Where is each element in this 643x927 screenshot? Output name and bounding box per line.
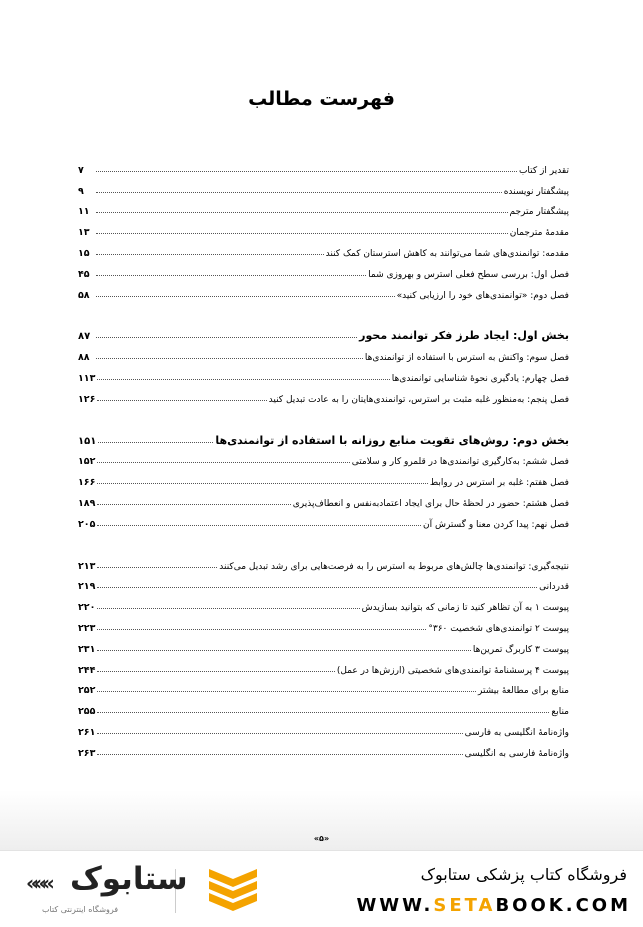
toc-entry[interactable] xyxy=(78,197,569,218)
toc-entry-title: منابع برای مطالعهٔ بیشتر xyxy=(478,686,569,697)
toc-entry[interactable] xyxy=(78,280,569,301)
toc-page-number: ۷ xyxy=(78,164,84,176)
toc-page-number: ۲۴۴ xyxy=(78,664,96,676)
toc-entry-title: فصل سوم: واکنش به استرس با استفاده از توانمندی‌ها xyxy=(364,353,569,364)
toc-page-number: ۱۶۶ xyxy=(78,477,96,489)
toc-entry[interactable] xyxy=(78,696,569,717)
url-suffix: BOOK.COM xyxy=(495,895,631,916)
toc-entry[interactable] xyxy=(78,467,569,488)
toc-entry-title: فصل هفتم: غلبه بر استرس در روابط xyxy=(429,478,569,489)
dot-leader xyxy=(96,233,508,234)
toc-entry[interactable] xyxy=(78,259,569,280)
toc-entry-title: پیشگفتار نویسنده xyxy=(503,186,569,197)
toc-page-number: ۲۲۰ xyxy=(78,602,96,614)
toc-page-number: ۲۶۱ xyxy=(78,726,96,738)
toc-entry-title: قدردانی xyxy=(539,582,569,593)
dot-leader xyxy=(97,483,427,484)
toc-page-number: ۸۸ xyxy=(78,352,90,364)
dot-leader xyxy=(96,192,502,193)
toc-entry[interactable] xyxy=(78,613,569,634)
toc-page-number: ۱۸۹ xyxy=(78,497,96,509)
logo-wordmark: ستابوک xyxy=(70,861,188,897)
toc-page-number: ۲۲۳ xyxy=(78,622,96,634)
toc-entry-title: واژه‌نامهٔ انگلیسی به فارسی xyxy=(464,727,569,738)
book-stack-icon xyxy=(205,867,261,911)
toc-entry-title: فصل اول: بررسی سطح فعلی استرس و بهروزی شما xyxy=(368,269,569,280)
toc-entry[interactable] xyxy=(78,572,569,593)
dot-leader xyxy=(97,379,389,380)
store-url-link[interactable] xyxy=(356,895,631,916)
toc-entry[interactable] xyxy=(78,592,569,613)
page-title: فهرست مطالب xyxy=(248,88,395,110)
toc-entry-title: فصل هشتم: حضور در لحظهٔ حال برای ایجاد اعتمادبه‌نفس و انعطاف‌پذیری xyxy=(292,498,569,509)
dot-leader xyxy=(97,587,537,588)
toc-entry-title: فصل چهارم: یادگیری نحوهٔ شناسایی توانمندی‌ها xyxy=(391,373,569,384)
toc-page-number: ۲۵۵ xyxy=(78,706,96,718)
dot-leader xyxy=(97,733,462,734)
toc-entry-title: تقدیر از کتاب xyxy=(518,165,569,176)
dot-leader xyxy=(97,567,217,568)
toc-entry-title: پیوست ۳ کاربرگ تمرین‌ها xyxy=(472,644,569,655)
dot-leader xyxy=(97,671,334,672)
toc-page-number: ۲۶۳ xyxy=(78,747,96,759)
toc-page-number: ۲۱۳ xyxy=(78,560,96,572)
section-gap xyxy=(78,405,569,426)
toc-entry[interactable] xyxy=(78,551,569,572)
toc-entry-title: پیوست ۴ پرسشنامهٔ توانمندی‌های شخصیتی (ارزش‌ها در عمل) xyxy=(336,665,569,676)
toc-entry-title: بخش دوم: روش‌های تقویت منابع روزانه با استفاده از توانمندی‌ها xyxy=(215,433,569,447)
dot-leader xyxy=(97,400,266,401)
table-of-contents xyxy=(78,155,569,759)
toc-entry[interactable] xyxy=(78,238,569,259)
toc-entry[interactable] xyxy=(78,384,569,405)
dot-leader xyxy=(97,462,349,463)
store-footer xyxy=(0,850,643,927)
toc-entry-title: فصل نهم: پیدا کردن معنا و گسترش آن xyxy=(423,519,569,530)
page-number: «۵» xyxy=(313,834,330,843)
toc-page-number: ۲۱۹ xyxy=(78,581,96,593)
toc-entry-title: منابع xyxy=(551,707,569,718)
toc-entry[interactable] xyxy=(78,676,569,697)
double-arrow-icon: ««« xyxy=(26,871,50,895)
toc-entry-title: مقدمهٔ مترجمان xyxy=(509,228,569,239)
toc-page-number: ۱۱۳ xyxy=(78,372,96,384)
dot-leader xyxy=(97,691,476,692)
section-gap xyxy=(78,530,569,551)
store-logo[interactable] xyxy=(20,861,270,921)
toc-entry-title: بخش اول: ایجاد طرز فکر توانمند محور xyxy=(359,329,569,343)
toc-entry[interactable] xyxy=(78,655,569,676)
url-prefix: WWW. xyxy=(356,895,434,916)
store-name: فروشگاه کتاب پزشکی ستابوک xyxy=(420,865,627,884)
toc-section-heading[interactable] xyxy=(78,426,569,447)
logo-tagline: فروشگاه اینترنتی کتاب xyxy=(42,905,119,914)
toc-entry[interactable] xyxy=(78,717,569,738)
dot-leader xyxy=(96,171,517,172)
toc-page-number: ۵۸ xyxy=(78,289,90,301)
dot-leader xyxy=(97,629,426,630)
toc-entry[interactable] xyxy=(78,155,569,176)
dot-leader xyxy=(97,608,359,609)
toc-page-number: ۱۱ xyxy=(78,206,90,218)
dot-leader xyxy=(97,712,549,713)
toc-page-number: ۱۳ xyxy=(78,227,90,239)
dot-leader xyxy=(96,254,324,255)
dot-leader xyxy=(98,442,213,443)
toc-entry-title: مقدمه: توانمندی‌های شما می‌توانند به کاهش استرستان کمک کنند xyxy=(325,248,569,259)
toc-entry[interactable] xyxy=(78,488,569,509)
toc-entry[interactable] xyxy=(78,509,569,530)
dot-leader xyxy=(97,650,471,651)
toc-entry[interactable] xyxy=(78,217,569,238)
toc-page-number: ۴۵ xyxy=(78,268,90,280)
dot-leader xyxy=(97,525,421,526)
toc-page-number: ۱۵۲ xyxy=(78,456,96,468)
toc-entry-title: پیشگفتار مترجم xyxy=(509,207,569,218)
toc-entry[interactable] xyxy=(78,342,569,363)
toc-page-number: ۲۰۵ xyxy=(78,518,96,530)
dot-leader xyxy=(96,296,395,297)
dot-leader xyxy=(96,212,508,213)
toc-page-number: ۹ xyxy=(78,185,84,197)
dot-leader xyxy=(96,337,357,338)
toc-page-number: ۱۵۱ xyxy=(78,435,97,447)
toc-page-number: ۱۵ xyxy=(78,247,90,259)
toc-entry-title: فصل دوم: «توانمندی‌های خود را ارزیابی کنید» xyxy=(396,290,569,301)
toc-entry[interactable] xyxy=(78,176,569,197)
toc-section-heading[interactable] xyxy=(78,322,569,343)
toc-page-number: ۲۳۱ xyxy=(78,643,96,655)
section-gap xyxy=(78,301,569,322)
toc-page-number: ۲۵۲ xyxy=(78,685,96,697)
toc-entry-title: نتیجه‌گیری: توانمندی‌ها چالش‌های مربوط به استرس را به فرصت‌هایی برای رشد تبدیل می‌کنند xyxy=(219,561,569,572)
url-highlight: SETA xyxy=(433,895,496,916)
toc-entry[interactable] xyxy=(78,363,569,384)
toc-page-number: ۸۷ xyxy=(78,331,91,343)
dot-leader xyxy=(97,504,290,505)
toc-entry[interactable] xyxy=(78,738,569,759)
dot-leader xyxy=(97,754,462,755)
toc-entry-title: پیوست ۲ توانمندی‌های شخصیت ۳۶۰° xyxy=(428,623,569,634)
toc-entry-title: فصل ششم: به‌کارگیری توانمندی‌ها در قلمرو کار و سلامتی xyxy=(351,457,569,468)
toc-entry[interactable] xyxy=(78,634,569,655)
dot-leader xyxy=(96,358,363,359)
toc-entry-title: فصل پنجم: به‌منظور غلبه مثبت بر استرس، توانمندی‌هایتان را به عادت تبدیل کنید xyxy=(268,394,569,405)
toc-entry-title: واژه‌نامهٔ فارسی به انگلیسی xyxy=(464,748,569,759)
toc-page-number: ۱۲۶ xyxy=(78,393,96,405)
dot-leader xyxy=(96,275,366,276)
toc-entry-title: پیوست ۱ به آن تظاهر کنید تا زمانی که بتوانید بسازیدش xyxy=(361,603,569,614)
toc-entry[interactable] xyxy=(78,447,569,468)
